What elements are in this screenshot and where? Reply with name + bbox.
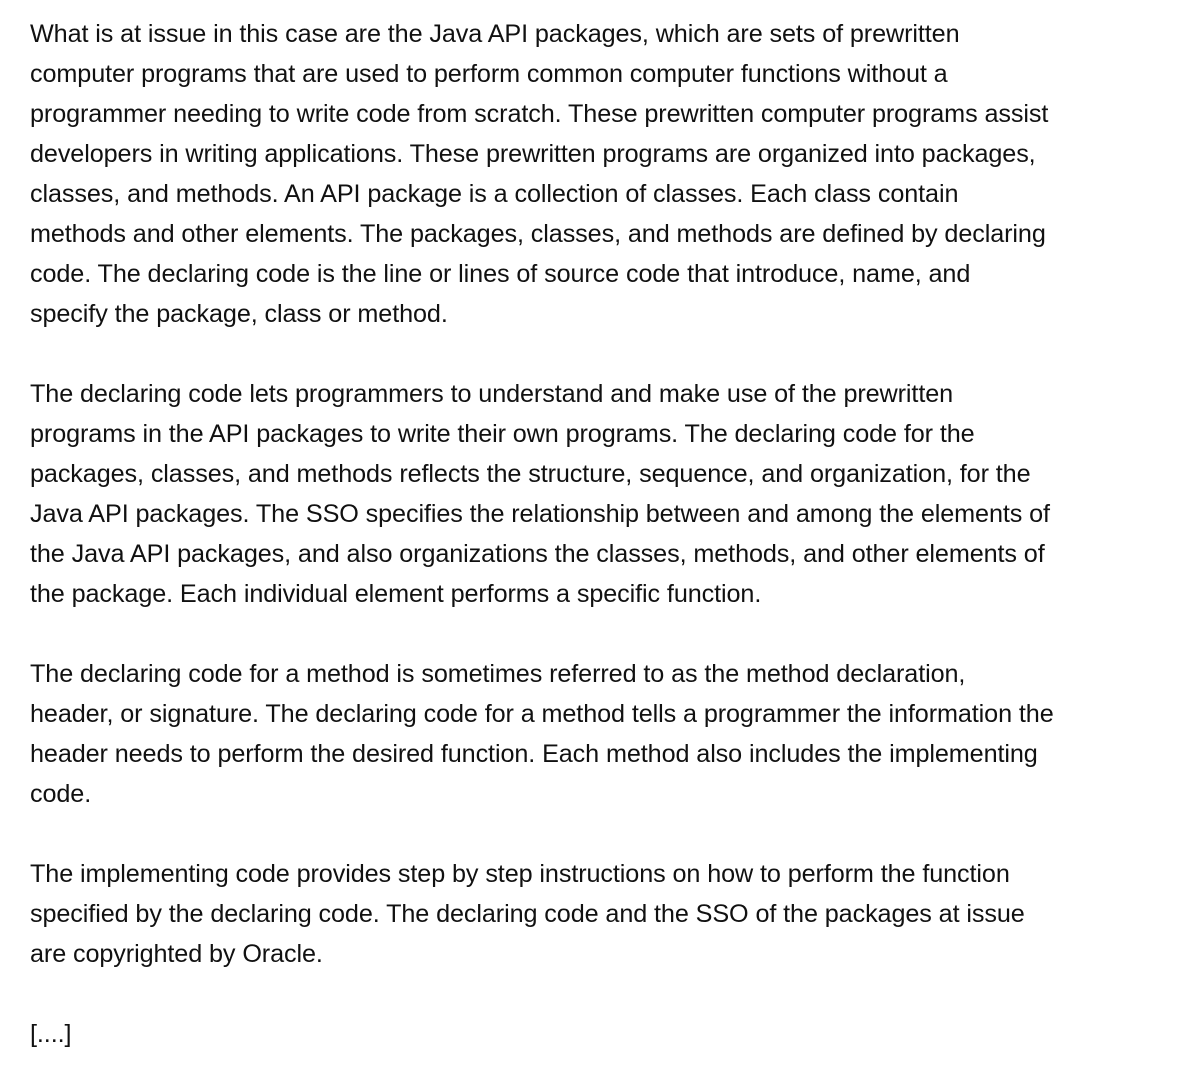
text-line: methods and other elements. The packages, classes, and methods are defined by declaring <box>30 220 1046 248</box>
text-line: are copyrighted by Oracle. <box>30 940 323 968</box>
paragraph-declaring-code-sso <box>30 374 1180 614</box>
text-line: The implementing code provides step by step instructions on how to perform the function <box>30 860 1010 888</box>
text-line: header needs to perform the desired function. Each method also includes the implementing <box>30 740 1038 768</box>
text-line: classes, and methods. An API package is a collection of classes. Each class contain <box>30 180 959 208</box>
paragraph-method-declaration <box>30 654 1180 814</box>
omission-ellipsis: [....] <box>30 1020 72 1048</box>
paragraph-implementing-code <box>30 854 1180 974</box>
text-line: specify the package, class or method. <box>30 300 448 328</box>
text-line: The declaring code lets programmers to understand and make use of the prewritten <box>30 380 954 408</box>
text-line: programmer needing to write code from scratch. These prewritten computer programs assist <box>30 100 1049 128</box>
paragraph-java-api-packages <box>30 14 1180 334</box>
text-line: programs in the API packages to write their own programs. The declaring code for the <box>30 420 975 448</box>
text-line: computer programs that are used to perform common computer functions without a <box>30 60 948 88</box>
text-line: header, or signature. The declaring code for a method tells a programmer the information the <box>30 700 1054 728</box>
text-line: code. <box>30 780 92 808</box>
text-line: The declaring code for a method is sometimes referred to as the method declaration, <box>30 660 966 688</box>
text-line: the Java API packages, and also organizations the classes, methods, and other elements of <box>30 540 1045 568</box>
text-line: developers in writing applications. These prewritten programs are organized into packages, <box>30 140 1036 168</box>
text-line: the package. Each individual element performs a specific function. <box>30 580 762 608</box>
text-line: code. The declaring code is the line or lines of source code that introduce, name, and <box>30 260 971 288</box>
text-line: specified by the declaring code. The declaring code and the SSO of the packages at issue <box>30 900 1025 928</box>
text-line: packages, classes, and methods reflects the structure, sequence, and organization, for the <box>30 460 1031 488</box>
text-line: What is at issue in this case are the Java API packages, which are sets of prewritten <box>30 20 960 48</box>
text-line: Java API packages. The SSO specifies the relationship between and among the elements of <box>30 500 1050 528</box>
